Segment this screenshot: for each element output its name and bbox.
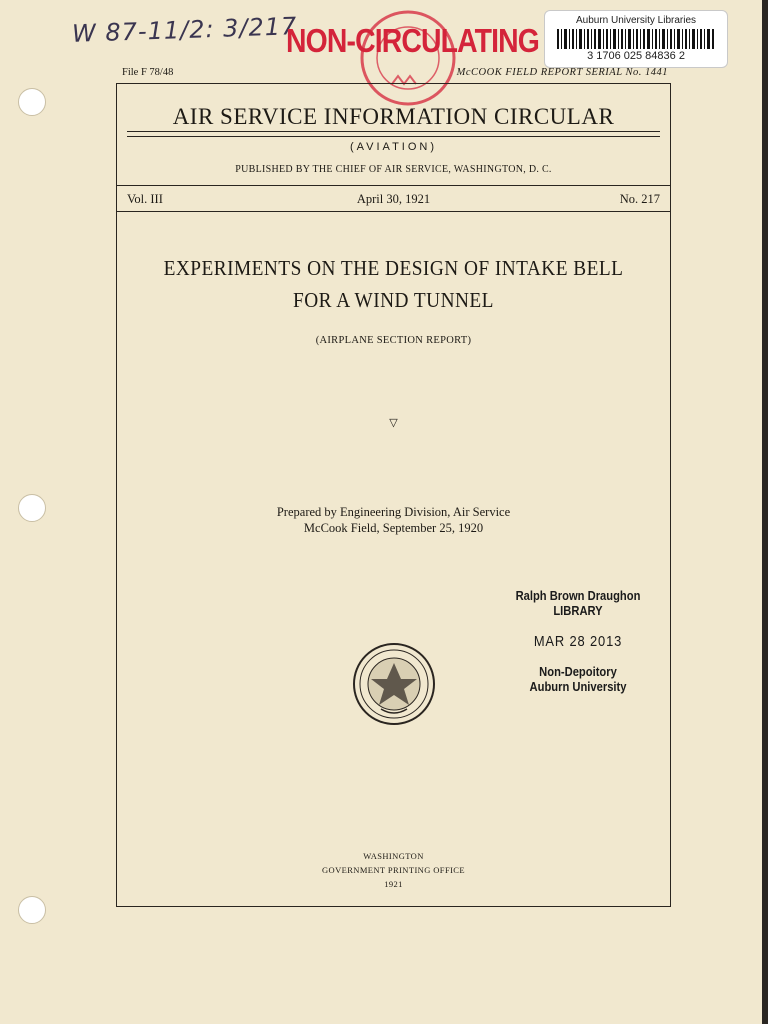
barcode-label	[544, 10, 728, 68]
volume: Vol. III	[127, 192, 163, 206]
page-edge	[762, 0, 768, 1024]
issue-top-rule	[117, 185, 670, 186]
file-reference: File F 78/48	[122, 67, 174, 78]
prepared-by-line1: Prepared by Engineering Division, Air Service	[276, 505, 511, 519]
cover-frame	[116, 83, 671, 907]
aviation-label: (AVIATION)	[349, 141, 438, 153]
library-stamp-date: MAR 28 2013	[533, 633, 623, 650]
circular-title: AIR SERVICE INFORMATION CIRCULAR	[172, 104, 615, 129]
report-title-line1: EXPERIMENTS ON THE DESIGN OF INTAKE BELL	[163, 256, 624, 280]
binder-hole-middle	[18, 494, 46, 522]
report-serial: McCOOK FIELD REPORT SERIAL No. 1441	[456, 67, 668, 78]
publisher-line: PUBLISHED BY THE CHIEF OF AIR SERVICE, WASHINGTON, D. C.	[235, 164, 552, 175]
government-printing-office-seal-icon	[351, 639, 437, 729]
library-stamp-name-line2: LIBRARY	[553, 603, 603, 618]
library-stamp-status-line2: Auburn University	[529, 679, 627, 694]
issue-number: No. 217	[619, 192, 660, 206]
triangle-ornament-icon: ▽	[389, 416, 398, 429]
issue-bottom-rule	[117, 211, 670, 212]
imprint-city: WASHINGTON	[363, 851, 424, 861]
prepared-by-line2: McCook Field, September 25, 1920	[303, 521, 484, 535]
report-subtitle: (AIRPLANE SECTION REPORT)	[315, 335, 472, 346]
issue-date: April 30, 1921	[356, 192, 431, 206]
imprint-year: 1921	[384, 879, 403, 889]
report-title-line2: FOR A WIND TUNNEL	[293, 288, 494, 312]
binder-hole-bottom	[18, 896, 46, 924]
library-stamp-name-line1: Ralph Brown Draughon	[515, 588, 641, 603]
title-double-rule	[127, 131, 660, 137]
barcode-number: 3 1706 025 84836 2	[587, 50, 685, 62]
barcode-library-name: Auburn University Libraries	[575, 15, 697, 26]
imprint-office: GOVERNMENT PRINTING OFFICE	[322, 865, 465, 875]
handwritten-call-number: W 87-11/2: 3/217	[71, 12, 298, 48]
barcode-icon	[557, 29, 715, 49]
non-circulating-stamp: NON-CIRCULATING	[286, 22, 540, 59]
binder-hole-top	[18, 88, 46, 116]
library-stamp-status-line1: Non-Depoitory	[539, 664, 617, 679]
